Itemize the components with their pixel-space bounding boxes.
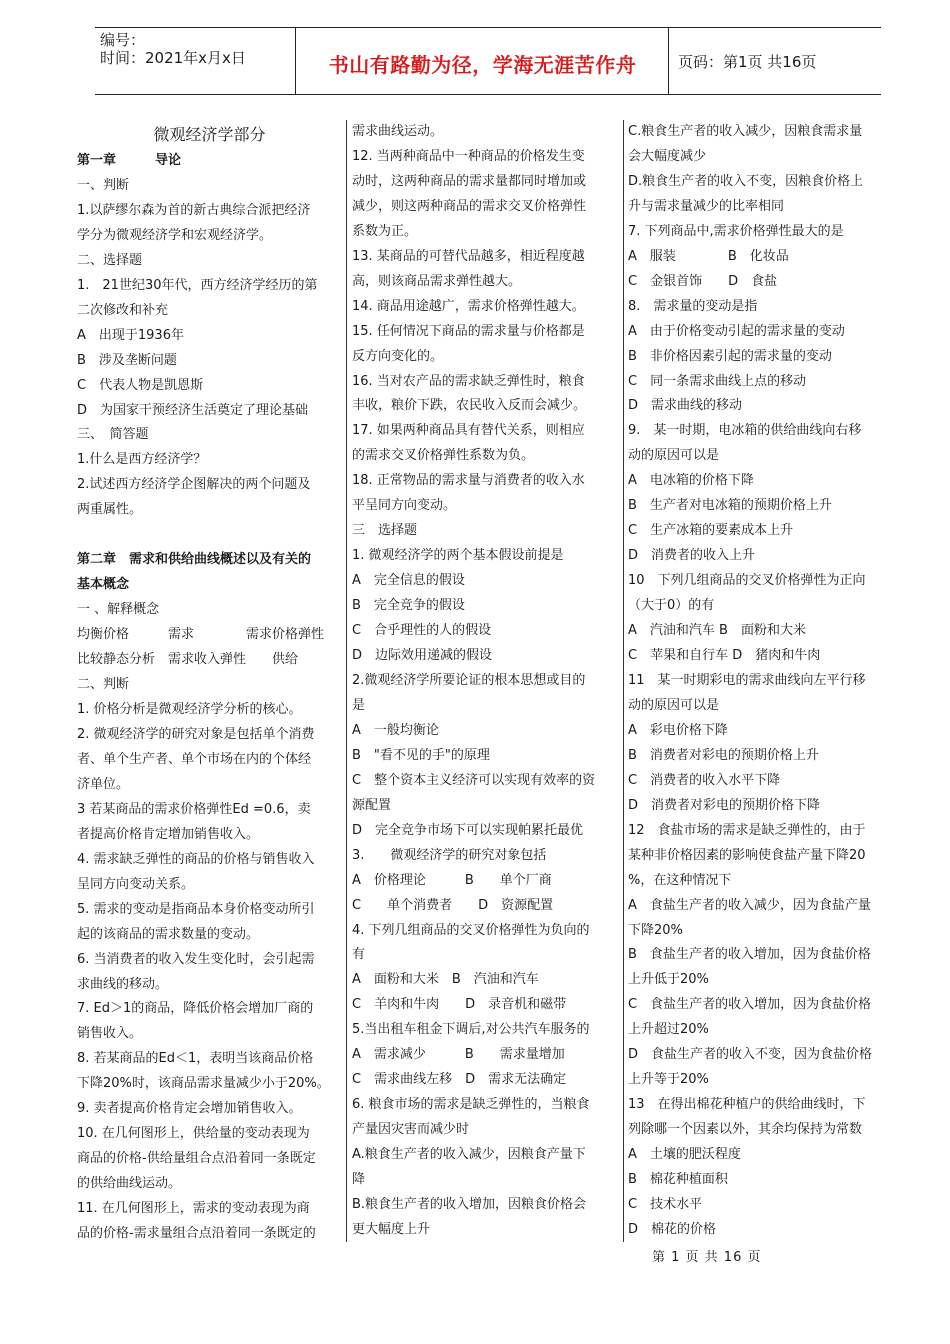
option-line: 会大幅度减少 xyxy=(628,148,707,164)
subsection-heading: 一、判断 xyxy=(77,177,130,193)
option-line: 上升低于20% xyxy=(628,972,709,988)
option-line: A.粮食生产者的收入减少，因粮食产量下 xyxy=(352,1147,586,1163)
text-line: 者提高价格肯定增加销售收入。 xyxy=(77,826,260,842)
text-line: 3 若某商品的需求价格弹性Ed =0.6，卖 xyxy=(77,801,311,817)
text-line: 起的该商品的需求数量的变动。 xyxy=(77,926,260,942)
text-line: 高，则该商品需求弹性越大。 xyxy=(352,273,522,289)
page-footer: 第 1 页 共 16 页 xyxy=(652,1250,762,1265)
text-line: 反方向变化的。 xyxy=(352,348,444,364)
text-line: 动时，这两种商品的需求量都同时增加或 xyxy=(352,173,587,189)
option-line: 下降20% xyxy=(628,922,683,938)
option-line: D 消费者的收入上升 xyxy=(628,548,756,564)
text-line: 均衡价格 需求 需求价格弹性 xyxy=(77,627,325,643)
chapter-heading: 第二章 需求和供给曲线概述以及有关的 xyxy=(77,552,312,568)
subsection-heading: 三、 简答题 xyxy=(77,427,149,443)
option-line: A 需求减少 B 需求量增加 xyxy=(352,1047,565,1063)
subsection-heading: 一 、解释概念 xyxy=(77,602,160,618)
text-line: 需求曲线运动。 xyxy=(352,124,444,139)
chapter-heading: 基本概念 xyxy=(77,577,130,593)
text-line: 是 xyxy=(352,697,366,713)
page-label: 页码：第1页 共16页 xyxy=(678,53,817,71)
option-line: 上升等于20% xyxy=(628,1072,709,1088)
text-line: 系数为正。 xyxy=(352,223,418,239)
text-line: 1. 21世纪30年代，西方经济学经历的第 xyxy=(77,277,318,293)
text-line: 1.什么是西方经济学？ xyxy=(77,452,207,468)
subsection-heading: 二、选择题 xyxy=(77,252,143,268)
spacer xyxy=(77,523,342,548)
text-line: 14. 商品用途越广，需求价格弹性越大。 xyxy=(352,298,585,314)
option-line: A 土壤的肥沃程度 xyxy=(628,1147,741,1163)
text-line: 18. 正常物品的需求量与消费者的收入水 xyxy=(352,473,585,489)
text-line: 2.微观经济学所要论证的根本思想或目的 xyxy=(352,672,586,688)
motto: 书山有路勤为径，学海无涯苦作舟 xyxy=(328,53,637,77)
text-line: 13. 某商品的可替代品越多，相近程度越 xyxy=(352,248,585,264)
text-line: 动的原因可以是 xyxy=(628,448,720,464)
option-line: B "看不见的手"的原理 xyxy=(352,747,490,763)
option-line: A 服装 B 化妆品 xyxy=(628,248,789,264)
option-line: A 食盐生产者的收入减少，因为食盐产量 xyxy=(628,897,871,913)
chapter-heading: 第一章 导论 xyxy=(77,153,182,168)
text-line: 呈同方向变动关系。 xyxy=(77,876,195,892)
option-line: D 完全竞争市场下可以实现帕累托最优 xyxy=(352,822,584,838)
text-line: 的供给曲线运动。 xyxy=(77,1176,182,1192)
option-line: A 一般均衡论 xyxy=(352,722,439,738)
option-line: B.粮食生产者的收入增加，因粮食价格会 xyxy=(352,1196,587,1212)
time-label: 时间：2021年x月x日 xyxy=(100,49,246,67)
option-line: B 生产者对电冰箱的预期价格上升 xyxy=(628,498,832,514)
option-line: A 完全信息的假设 xyxy=(352,573,465,589)
text-line: 8. 需求量的变动是指 xyxy=(628,298,758,314)
text-line: 13 在得出棉花种植户的供给曲线时，下 xyxy=(628,1097,866,1113)
section-title: 微观经济学部分 xyxy=(153,125,266,144)
column-divider-1 xyxy=(346,120,347,1242)
text-line: 有 xyxy=(352,947,366,963)
text-line: 5.当出租车租金下调后,对公共汽车服务的 xyxy=(352,1022,590,1038)
text-line: 9. 卖者提高价格肯定会增加销售收入。 xyxy=(77,1101,302,1117)
text-line: 二次修改和补充 xyxy=(77,302,169,318)
text-line: 10 下列几组商品的交叉价格弹性为正向 xyxy=(628,573,866,589)
option-line: B 棉花种植面积 xyxy=(628,1172,728,1188)
option-line: 更大幅度上升 xyxy=(352,1221,431,1237)
subsection-heading: 二、判断 xyxy=(77,677,130,693)
option-line: A 汽油和汽车 B 面粉和大米 xyxy=(628,623,806,639)
option-line: D 棉花的价格 xyxy=(628,1221,717,1237)
text-line: 丰收，粮价下跌，农民收入反而会减少。 xyxy=(352,398,587,414)
option-line: C 生产冰箱的要素成本上升 xyxy=(628,523,794,539)
option-line: B 涉及垄断问题 xyxy=(77,352,177,368)
option-line: D 为国家干预经济生活奠定了理论基础 xyxy=(77,402,309,418)
option-line: C 合乎理性的人的假设 xyxy=(352,623,492,639)
column-1 xyxy=(77,120,342,1247)
option-line: C 食盐生产者的收入增加，因为食盐价格 xyxy=(628,997,872,1013)
text-line: 某种非价格因素的影响使食盐产量下降20 xyxy=(628,847,866,863)
page-header xyxy=(95,27,881,95)
option-line: C 消费者的收入水平下降 xyxy=(628,772,781,788)
text-line: 12 食盐市场的需求是缺乏弹性的，由于 xyxy=(628,822,866,838)
option-line: A 彩电价格下降 xyxy=(628,722,728,738)
text-line: 8. 若某商品的Ed＜1，表明当该商品价格 xyxy=(77,1051,314,1067)
text-line: 6. 粮食市场的需求是缺乏弹性的，当粮食 xyxy=(352,1097,590,1113)
option-line: C 苹果和自行车 D 猪肉和牛肉 xyxy=(628,648,821,664)
option-line: C 代表人物是凯恩斯 xyxy=(77,377,204,393)
text-line: 4. 下列几组商品的交叉价格弹性为负向的 xyxy=(352,922,590,938)
option-line: C 技术水平 xyxy=(628,1196,703,1212)
text-line: 11. 在几何图形上，需求的变动表现为商 xyxy=(77,1201,310,1217)
option-line: 升与需求量减少的比率相同 xyxy=(628,198,785,214)
text-line: 15. 任何情况下商品的需求量与价格都是 xyxy=(352,323,585,339)
text-line: 销售收入。 xyxy=(77,1026,143,1042)
text-line: 者、单个生产者、单个市场在内的个体经 xyxy=(77,751,312,767)
option-line: 上升超过20% xyxy=(628,1022,709,1038)
option-line: A 由于价格变动引起的需求量的变动 xyxy=(628,323,845,339)
text-line: 产量因灾害而减少时 xyxy=(352,1122,470,1138)
text-line: 平呈同方向变动。 xyxy=(352,498,457,514)
text-line: 减少，则这两种商品的需求交叉价格弹性 xyxy=(352,198,587,214)
text-line: %，在这种情况下 xyxy=(628,872,732,888)
text-line: 动的原因可以是 xyxy=(628,697,720,713)
text-line: 1. 价格分析是微观经济学分析的核心。 xyxy=(77,702,302,718)
text-line: 6. 当消费者的收入发生变化时，会引起需 xyxy=(77,951,315,967)
text-line: 商品的价格-供给量组合点沿着同一条既定 xyxy=(77,1151,316,1167)
option-line: C 同一条需求曲线上点的移动 xyxy=(628,373,807,389)
option-line: C 单个消费者 D 资源配置 xyxy=(352,897,554,913)
text-line: 下降20%时，该商品需求量减少小于20%。 xyxy=(77,1076,330,1092)
subsection-heading: 三 选择题 xyxy=(352,523,418,539)
option-line: A 出现于1936年 xyxy=(77,327,184,343)
option-line: 降 xyxy=(352,1172,366,1188)
option-line: 源配置 xyxy=(352,797,392,813)
text-line: 济单位。 xyxy=(77,776,130,792)
text-line: 两重属性。 xyxy=(77,502,143,518)
text-line: 7. 下列商品中,需求价格弹性最大的是 xyxy=(628,223,844,239)
text-line: 列除哪一个因素以外，其余均保持为常数 xyxy=(628,1122,863,1138)
option-line: B 食盐生产者的收入增加，因为食盐价格 xyxy=(628,947,871,963)
text-line: 2.试述西方经济学企图解决的两个问题及 xyxy=(77,477,311,493)
column-divider-2 xyxy=(623,120,624,1242)
text-line: 9. 某一时期，电冰箱的供给曲线向右移 xyxy=(628,423,862,439)
text-line: 12. 当两种商品中一种商品的价格发生变 xyxy=(352,148,585,164)
option-line: A 面粉和大米 B 汽油和汽车 xyxy=(352,972,539,988)
text-line: 4. 需求缺乏弹性的商品的价格与销售收入 xyxy=(77,851,315,867)
header-top-rule xyxy=(95,27,881,28)
text-line: 7. Ed＞1的商品，降低价格会增加厂商的 xyxy=(77,1001,314,1017)
option-line: C 整个资本主义经济可以实现有效率的资 xyxy=(352,772,596,788)
text-line: 17. 如果两种商品具有替代关系，则相应 xyxy=(352,423,585,439)
text-line: 10. 在几何图形上，供给量的变动表现为 xyxy=(77,1126,310,1142)
text-line: 的需求交叉价格弹性系数为负。 xyxy=(352,448,535,464)
option-line: D 边际效用递减的假设 xyxy=(352,648,493,664)
option-line: B 消费者对彩电的预期价格上升 xyxy=(628,747,819,763)
option-line: D 消费者对彩电的预期价格下降 xyxy=(628,797,821,813)
option-line: C.粮食生产者的收入减少，因粮食需求量 xyxy=(628,124,863,139)
text-line: 5. 需求的变动是指商品本身价格变动所引 xyxy=(77,901,315,917)
option-line: B 非价格因素引起的需求量的变动 xyxy=(628,348,832,364)
option-line: D.粮食生产者的收入不变，因粮食价格上 xyxy=(628,173,864,189)
option-line: A 电冰箱的价格下降 xyxy=(628,473,754,489)
text-line: 11 某一时期彩电的需求曲线向左平行移 xyxy=(628,672,866,688)
text-line: 3. 微观经济学的研究对象包括 xyxy=(352,847,547,863)
option-line: C 需求曲线左移 D 需求无法确定 xyxy=(352,1072,567,1088)
text-line: 比较静态分析 需求收入弹性 供给 xyxy=(77,652,299,668)
text-line: 2. 微观经济学的研究对象是包括单个消费 xyxy=(77,726,315,742)
text-line: 1. 微观经济学的两个基本假设前提是 xyxy=(352,548,564,564)
option-line: D 需求曲线的移动 xyxy=(628,398,743,414)
option-line: B 完全竞争的假设 xyxy=(352,598,465,614)
column-2 xyxy=(352,120,622,1243)
text-line: 求曲线的移动。 xyxy=(77,976,169,992)
text-line: 学分为微观经济学和宏观经济学。 xyxy=(77,227,273,243)
text-line: （大于0）的有 xyxy=(628,598,715,614)
column-3 xyxy=(628,120,895,1243)
text-line: 16. 当对农产品的需求缺乏弹性时，粮食 xyxy=(352,373,585,389)
option-line: C 羊肉和牛肉 D 录音机和磁带 xyxy=(352,997,567,1013)
number-label: 编号： xyxy=(100,31,146,49)
option-line: A 价格理论 B 单个厂商 xyxy=(352,872,552,888)
header-bottom-rule xyxy=(95,94,881,95)
text-line: 品的价格-需求量组合点沿着同一条既定的 xyxy=(77,1226,316,1242)
text-line: 1.以萨缪尔森为首的新古典综合派把经济 xyxy=(77,202,311,218)
option-line: D 食盐生产者的收入不变，因为食盐价格 xyxy=(628,1047,873,1063)
option-line: C 金银首饰 D 食盐 xyxy=(628,273,778,289)
